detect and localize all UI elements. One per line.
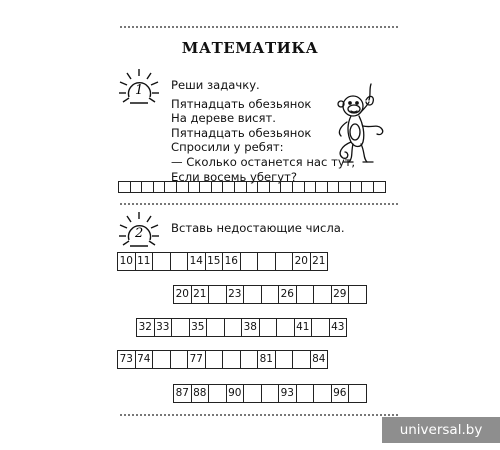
- number-cell: 87: [173, 384, 192, 403]
- missing-number-cell[interactable]: [275, 252, 294, 271]
- missing-number-cell[interactable]: [240, 252, 259, 271]
- missing-number-cell[interactable]: [275, 350, 294, 369]
- top-dotted-divider: [120, 26, 398, 28]
- number-cell: 20: [173, 285, 192, 304]
- missing-number-cell[interactable]: [276, 318, 295, 337]
- task1-text: [171, 78, 355, 184]
- task1-number: 1: [135, 83, 144, 98]
- missing-number-cell[interactable]: [313, 384, 332, 403]
- missing-number-cell[interactable]: [170, 350, 189, 369]
- middle-dotted-divider: [120, 203, 398, 205]
- missing-number-cell[interactable]: [222, 350, 241, 369]
- missing-number-cell[interactable]: [348, 285, 367, 304]
- missing-number-cell[interactable]: [205, 350, 224, 369]
- missing-number-cell[interactable]: [261, 384, 280, 403]
- number-cell: 10: [117, 252, 136, 271]
- number-cell: 15: [205, 252, 224, 271]
- number-cell: 41: [294, 318, 313, 337]
- bottom-dotted-divider: [120, 414, 398, 416]
- number-cell: 73: [117, 350, 136, 369]
- number-cell: 88: [191, 384, 210, 403]
- number-row-3: [136, 318, 346, 337]
- number-row-4: [117, 350, 327, 369]
- task1-sun-icon: [117, 67, 161, 107]
- missing-number-cell[interactable]: [311, 318, 330, 337]
- number-cell: 32: [136, 318, 155, 337]
- number-row-2: [173, 285, 366, 304]
- missing-number-cell[interactable]: [296, 384, 315, 403]
- watermark: universal.by: [382, 417, 500, 443]
- number-cell: 90: [226, 384, 245, 403]
- number-cell: 84: [310, 350, 329, 369]
- number-cell: 14: [187, 252, 206, 271]
- missing-number-cell[interactable]: [170, 252, 189, 271]
- number-cell: 93: [278, 384, 297, 403]
- task2-sun-icon: [117, 210, 161, 250]
- missing-number-cell[interactable]: [208, 384, 227, 403]
- missing-number-cell[interactable]: [152, 252, 171, 271]
- number-cell: 43: [329, 318, 348, 337]
- poem-line: — Сколько останется нас тут,: [171, 154, 356, 169]
- number-cell: 96: [331, 384, 350, 403]
- missing-number-cell[interactable]: [224, 318, 243, 337]
- number-cell: 23: [226, 285, 245, 304]
- answer-cell[interactable]: [373, 181, 386, 193]
- number-cell: 77: [187, 350, 206, 369]
- task2-number: 2: [135, 226, 144, 241]
- missing-number-cell[interactable]: [348, 384, 367, 403]
- number-cell: 16: [222, 252, 241, 271]
- poem-line: Если восемь убегут?: [171, 169, 298, 184]
- number-cell: 20: [292, 252, 311, 271]
- answer-grid[interactable]: [118, 181, 385, 193]
- poem-line: На дереве висят.: [171, 111, 276, 126]
- poem-line: Спросили у ребят:: [171, 140, 284, 155]
- number-cell: 74: [135, 350, 154, 369]
- missing-number-cell[interactable]: [240, 350, 259, 369]
- number-cell: 29: [331, 285, 350, 304]
- missing-number-cell[interactable]: [152, 350, 171, 369]
- monkey-illustration: [333, 82, 393, 172]
- missing-number-cell[interactable]: [257, 252, 276, 271]
- missing-number-cell[interactable]: [206, 318, 225, 337]
- missing-number-cell[interactable]: [259, 318, 278, 337]
- number-cell: 35: [189, 318, 208, 337]
- missing-number-cell[interactable]: [171, 318, 190, 337]
- number-cell: 33: [154, 318, 173, 337]
- number-cell: 81: [257, 350, 276, 369]
- number-row-5: [173, 384, 366, 403]
- number-cell: 38: [241, 318, 260, 337]
- poem-line: Пятнадцать обезьянок: [171, 125, 312, 140]
- missing-number-cell[interactable]: [261, 285, 280, 304]
- missing-number-cell[interactable]: [243, 285, 262, 304]
- missing-number-cell[interactable]: [208, 285, 227, 304]
- number-cell: 21: [310, 252, 329, 271]
- number-row-1: [117, 252, 327, 271]
- number-cell: 11: [135, 252, 154, 271]
- page-title: МАТЕМАТИКА: [181, 39, 319, 57]
- poem-line: Пятнадцать обезьянок: [171, 96, 312, 111]
- number-cell: 26: [278, 285, 297, 304]
- missing-number-cell[interactable]: [243, 384, 262, 403]
- number-cell: 21: [191, 285, 210, 304]
- task1-instruction: Реши задачку.: [171, 78, 260, 92]
- task2-instruction: Вставь недостающие числа.: [171, 221, 345, 235]
- missing-number-cell[interactable]: [296, 285, 315, 304]
- missing-number-cell[interactable]: [292, 350, 311, 369]
- missing-number-cell[interactable]: [313, 285, 332, 304]
